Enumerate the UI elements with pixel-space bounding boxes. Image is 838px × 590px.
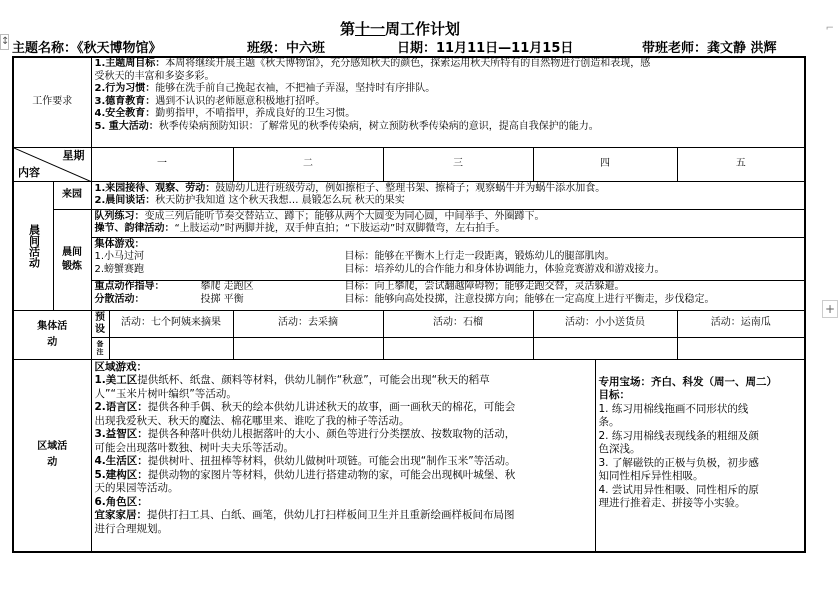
add-button[interactable]: +: [822, 300, 838, 318]
games-content: [91, 237, 805, 310]
requirement-line: 受秋天的丰富和多姿多彩。: [94, 70, 215, 82]
area-title: 区域游戏：: [94, 360, 147, 373]
note-label: 备注: [91, 337, 109, 359]
game-line: 1.小马过河 目标：能够在平衡木上行走一段距离，锻炼幼儿的腿部肌肉。: [94, 251, 615, 262]
activity-tuesday: 活动：去采摘: [233, 310, 383, 337]
area-line: 3.益智区：提供各种落叶供幼儿根据落叶的大小、颜色等进行分类摆放、按数取物的活动，: [94, 428, 516, 440]
weekday-header-row: [13, 147, 805, 181]
focus-line: 分散活动： 投掷 平衡 目标：能够向高处投掷，注意投掷方向；能够在一定高度上进行平衡走，步伐稳定。: [94, 293, 715, 305]
requirement-line: 4.安全教育：勤剪指甲，不啃指甲，养成良好的卫生习惯。: [94, 108, 356, 119]
activity-monday: 活动：七个阿姨来摘果: [109, 310, 233, 337]
requirement-line: 3.德育教育：遇到不认识的老师愿意积极地打招呼。: [94, 95, 326, 107]
paragraph-marker: ⌐: [825, 23, 834, 34]
group-activity-label: 集体活动: [13, 310, 91, 359]
note-wednesday: [383, 337, 533, 359]
area-line: 5.建构区：提供动物的家图片等材料，供幼儿进行搭建动物的家，可能会出现枫叶城堡、秋: [94, 468, 516, 481]
special-line: 条。: [598, 416, 620, 428]
game-line: 2.螃蟹赛跑 目标：培养幼儿的合作能力和身体协调能力，体验竞赛游戏和游戏接力。: [94, 263, 665, 275]
area-line: 宜家家居：提供打扫工具、白纸、画笔，供幼儿打扫样板间卫生并且重新绘画样板间布局图: [94, 509, 515, 521]
note-thursday: [533, 337, 677, 359]
day-thursday: 四: [533, 147, 677, 181]
left-margin-marker: ↕: [0, 34, 9, 50]
area-line: 2.语言区：提供各种手偶、秋天的绘本供幼儿讲述秋天的故事，画一画秋天的棉花，可能会: [94, 401, 516, 413]
games-title: 集体游戏：: [94, 238, 145, 250]
drill-content: [91, 209, 805, 237]
area-line: 1.美工区提供纸杯、纸盘、颜料等材料，供幼儿制作“秋意”，可能会出现“秋天的稻草: [94, 374, 490, 386]
note-tuesday: [233, 337, 383, 359]
exercise-label: 晨间锻炼: [53, 209, 91, 310]
arrival-content: [91, 181, 805, 209]
special-line: 3. 了解磁铁的正极与负极，初步感: [598, 456, 759, 469]
area-games-content: [91, 359, 595, 552]
exercise-drill-row: [13, 209, 805, 237]
area-line: 人”“玉米片树叶编织”等活动。: [94, 387, 237, 400]
area-line: 可能会出现落叶数独、树叶夫夫乐等活动。: [94, 441, 294, 454]
special-goal-label: 目标：: [598, 389, 630, 401]
arrival-row: [13, 181, 805, 209]
day-tuesday: 二: [233, 147, 383, 181]
note-monday: [109, 337, 233, 359]
title-suffix: 周工作计划: [385, 20, 461, 38]
area-activity-row: [13, 359, 805, 552]
arrival-line: 2.晨间谈话：秋天防护我知道 这个秋天我想… 晨锻怎么玩 秋天的果实: [94, 195, 405, 206]
requirements-label: 工作要求: [13, 57, 91, 147]
content-label: 内容: [18, 166, 40, 179]
morning-label: 晨间活动: [13, 181, 53, 310]
weekday-corner-cell: [13, 147, 91, 181]
focus-line: 重点动作指导： 攀爬 走跑区 目标：向上攀爬，尝试翻越障碍物；能够走跑交替，灵活躲避。: [94, 281, 625, 292]
arrival-label: 来园: [53, 181, 91, 209]
focus-block: [92, 280, 805, 306]
note-friday: [677, 337, 805, 359]
day-friday: 五: [677, 147, 805, 181]
special-line: 4. 尝试用异性相吸、同性相斥的原: [598, 483, 759, 496]
weekly-plan-table: [12, 56, 806, 553]
special-line: 知同性相斥异性相吸。: [598, 470, 704, 482]
exercise-games-row: [13, 237, 805, 310]
requirement-line: 1.主题周目标：本周将继续开展主题《秋天博物馆》，充分感知秋天的颜色，探索运用秋天所特有的自然物进行创造和表现，感: [94, 58, 651, 69]
area-line: 6.角色区：: [94, 495, 148, 508]
activity-friday: 活动：运南瓜: [677, 310, 805, 337]
day-wednesday: 三: [383, 147, 533, 181]
requirements-content: [91, 57, 805, 147]
area-activity-label: 区域活动: [13, 359, 91, 552]
area-line: 天的果园等活动。: [94, 482, 179, 494]
special-room-content: [595, 359, 805, 552]
drill-line: 操节、韵律活动：“上肢运动”时两脚并拢，双手伸直拍；“下肢运动”时双脚微弯，左右拍手。: [94, 223, 506, 234]
week-number: 十一: [355, 20, 386, 38]
group-note-row: [13, 337, 805, 359]
date-range: 日期：11月11日—11月15日: [397, 41, 574, 56]
area-line: 4.生活区：提供树叶、扭扭棒等材料，供幼儿做树叶项链。可能会出现“制作玉米”等活动。: [94, 455, 516, 467]
teachers: 带班老师：龚文静 洪辉: [642, 41, 777, 56]
special-line: 理进行推着走、拼接等小实验。: [598, 497, 746, 509]
day-monday: 一: [91, 147, 233, 181]
area-line: 出现我爱秋天、秋天的魔法、棉花哪里来、谁吃了我的柿子等活动。: [94, 414, 410, 427]
special-line: 2. 练习用棉线表现线条的粗细及颜: [598, 429, 759, 442]
week-label: 星期: [62, 148, 85, 162]
plan-label: 预设: [91, 310, 109, 337]
group-plan-row: [13, 310, 805, 337]
class-name: 班级：中六班: [247, 41, 326, 56]
formation-line: 队列练习：变成三列后能听节奏交替站立、蹲下；能够从两个大圆变为同心圆，中间举手、外圈蹲下。: [94, 210, 545, 222]
requirement-line: 2.行为习惯：能够在洗手前自己挽起衣袖，不把袖子弄湿，坚持时有序排队。: [94, 83, 436, 94]
arrival-line: 1.来园接待、观察、劳动：鼓励幼儿进行班级劳动，例如擦柜子、整理书架、擦椅子；观察蜗牛并为蜗牛添水加食。: [94, 182, 606, 194]
theme-name: 主题名称：《秋天博物馆》: [12, 41, 162, 56]
page-title: [340, 18, 460, 39]
activity-wednesday: 活动：石榴: [383, 310, 533, 337]
title-prefix: 第: [340, 20, 356, 38]
special-line: 1. 练习用棉线拖画不同形状的线: [598, 402, 749, 415]
activity-thursday: 活动：小小送货员: [533, 310, 677, 337]
requirement-line: 5. 重大活动：秋季传染病预防知识：了解常见的秋季传染病，树立预防秋季传染病的意识，提高自我保护的能力。: [94, 120, 599, 132]
requirements-row: [13, 57, 805, 147]
special-title: 专用宝场：齐白、科发（周一、周二）: [598, 375, 777, 388]
info-row: [12, 37, 802, 55]
special-line: 色深浅。: [598, 443, 641, 455]
area-line: 进行合理规划。: [94, 522, 168, 535]
